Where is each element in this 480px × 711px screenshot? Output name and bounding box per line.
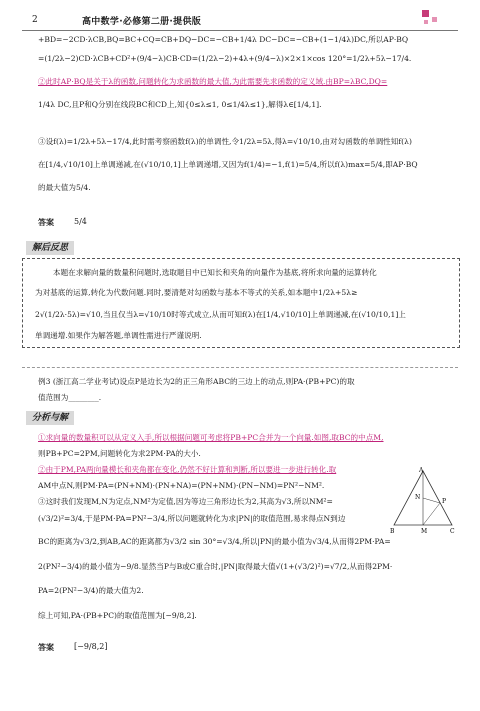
analysis-line: (√3/2)²=3/4,于是PM·PA=PN²−3/4,所以问题就转化为求|PN|的取值范围,易求得点N到边: [38, 514, 346, 523]
header-decoration-icon: [432, 17, 437, 22]
divider: [22, 367, 458, 368]
answer-label: 答案: [38, 643, 54, 652]
analysis-line: PA=2(PN²−3/4)的最大值为2.: [38, 586, 144, 595]
text-line: =(1/2λ−2)CD·λCB+CD²+(9/4−λ)CB·CD=(1/2λ−2)+4λ+(9/4−λ)×2×1×cos 120°=1/2λ+5λ−17/4.: [38, 54, 412, 63]
header-decoration-icon: [422, 10, 429, 17]
analysis-line: 2(PN²−3/4)的最小值为−9/8.显然当P与B或C重合时,|PN|取得最大值√(1+(√3/2)²)=√7/2,从而得2PM·: [38, 562, 393, 571]
label-M: M: [421, 528, 428, 535]
text-line: 1/4λ DC,且P和Q分别在线段BC和CD上,知{0≤λ≤1, 0≤1/4λ≤1},解得λ∈[1/4,1].: [38, 100, 322, 109]
label-C: C: [450, 528, 455, 535]
header-title: 高中数学·必修第二册·提供版: [82, 17, 202, 27]
label-P: P: [442, 498, 447, 505]
analysis-line: ③这时我们发现M,N为定点,NM²为定值,因为等边三角形边长为2,其高为√3,所以NM²=: [38, 497, 333, 506]
reflection-line: 本题在求解向量的数量积问题时,选取题目中已知长和夹角的向量作为基底,将所求向量的运算转化: [53, 268, 377, 277]
answer-label: 答案: [38, 218, 54, 227]
analysis-line: BC的距离为√3/2,到AB,AC的距离都为√3/2 sin 30°=√3/4,所以|PN|的最小值为√3/4,从而得2PM·PA=: [38, 537, 391, 546]
label-B: B: [390, 528, 395, 535]
text-line: 的最大值为5/4.: [38, 183, 91, 192]
reflection-line: 2√(1/2λ·5λ)=√10,当且仅当λ=√10/10时等式成立,从而可知f(λ)在[1/4,√10/10]上单调递减,在(√10/10,1]上: [35, 310, 406, 319]
page-number: 2: [32, 15, 38, 25]
triangle-figure: [388, 467, 458, 537]
answer-value: [−9/8,2]: [74, 642, 108, 651]
page-header: [22, 8, 458, 31]
text-line: ③设f(λ)=1/2λ+5λ−17/4,此时需考察函数f(λ)的单调性,令1/2λ=5λ,得λ=√10/10,由对勾函数的单调性知f(λ): [38, 137, 412, 146]
analysis-line: 则PB+PC=2PM,问题转化为求2PM·PA的大小.: [38, 449, 201, 458]
reflection-box: [22, 258, 460, 348]
example-line: 例3 (浙江高二学业考试)设点P是边长为2的正三角形ABC的三边上的动点,则PA·(PB+PC)的取: [38, 377, 355, 386]
reflection-line: 单调递增.如果作为解答题,单调性需进行严谨说明.: [35, 331, 202, 340]
section-banner-analysis: 分析与解: [26, 411, 74, 425]
answer-value: 5/4: [74, 217, 87, 226]
header-decoration-icon: [424, 20, 428, 24]
analysis-line: ①求向量的数量积可以从定义入手,所以根据问题可考虑将PB+PC合并为一个向量.如图,取BC的中点M,: [38, 433, 384, 442]
label-A: A: [419, 467, 424, 474]
analysis-line: AM中点N,则PM·PA=(PN+NM)·(PN+NA)=(PN+NM)·(PN−NM)=PN²−NM².: [38, 481, 325, 490]
text-line-highlight: ②此时AP·BQ是关于λ的函数,问题转化为求函数的最大值,为此需要先求函数的定义域.由BP=λBC,DQ=: [38, 77, 388, 86]
text-line: +BD=−2CD·λCB,BQ=BC+CQ=CB+DQ−DC=−CB+1/4λ DC−DC=−CB+(1−1/4λ)DC,所以AP·BQ: [38, 35, 409, 44]
example-line: 值范围为________.: [38, 393, 102, 402]
analysis-line: 综上可知,PA·(PB+PC)的取值范围为[−9/8,2].: [38, 611, 197, 620]
analysis-line: ②由于PM,PA两向量模长和夹角都在变化,仍然不好计算和判断,所以要进一步进行转化.取: [38, 465, 337, 474]
reflection-line: 为对基底的运算,转化为代数问题.同时,要清楚对勾函数与基本不等式的关系,如本题中1/2λ+5λ≥: [35, 288, 358, 297]
section-banner-reflection: 解后反思: [26, 241, 74, 255]
label-N: N: [415, 494, 421, 501]
text-line: 在[1/4,√10/10]上单调递减,在(√10/10,1]上单调递增,又因为f(1/4)=−1,f(1)=5/4,所以f(λ)max=5/4,即AP·BQ: [38, 160, 418, 169]
